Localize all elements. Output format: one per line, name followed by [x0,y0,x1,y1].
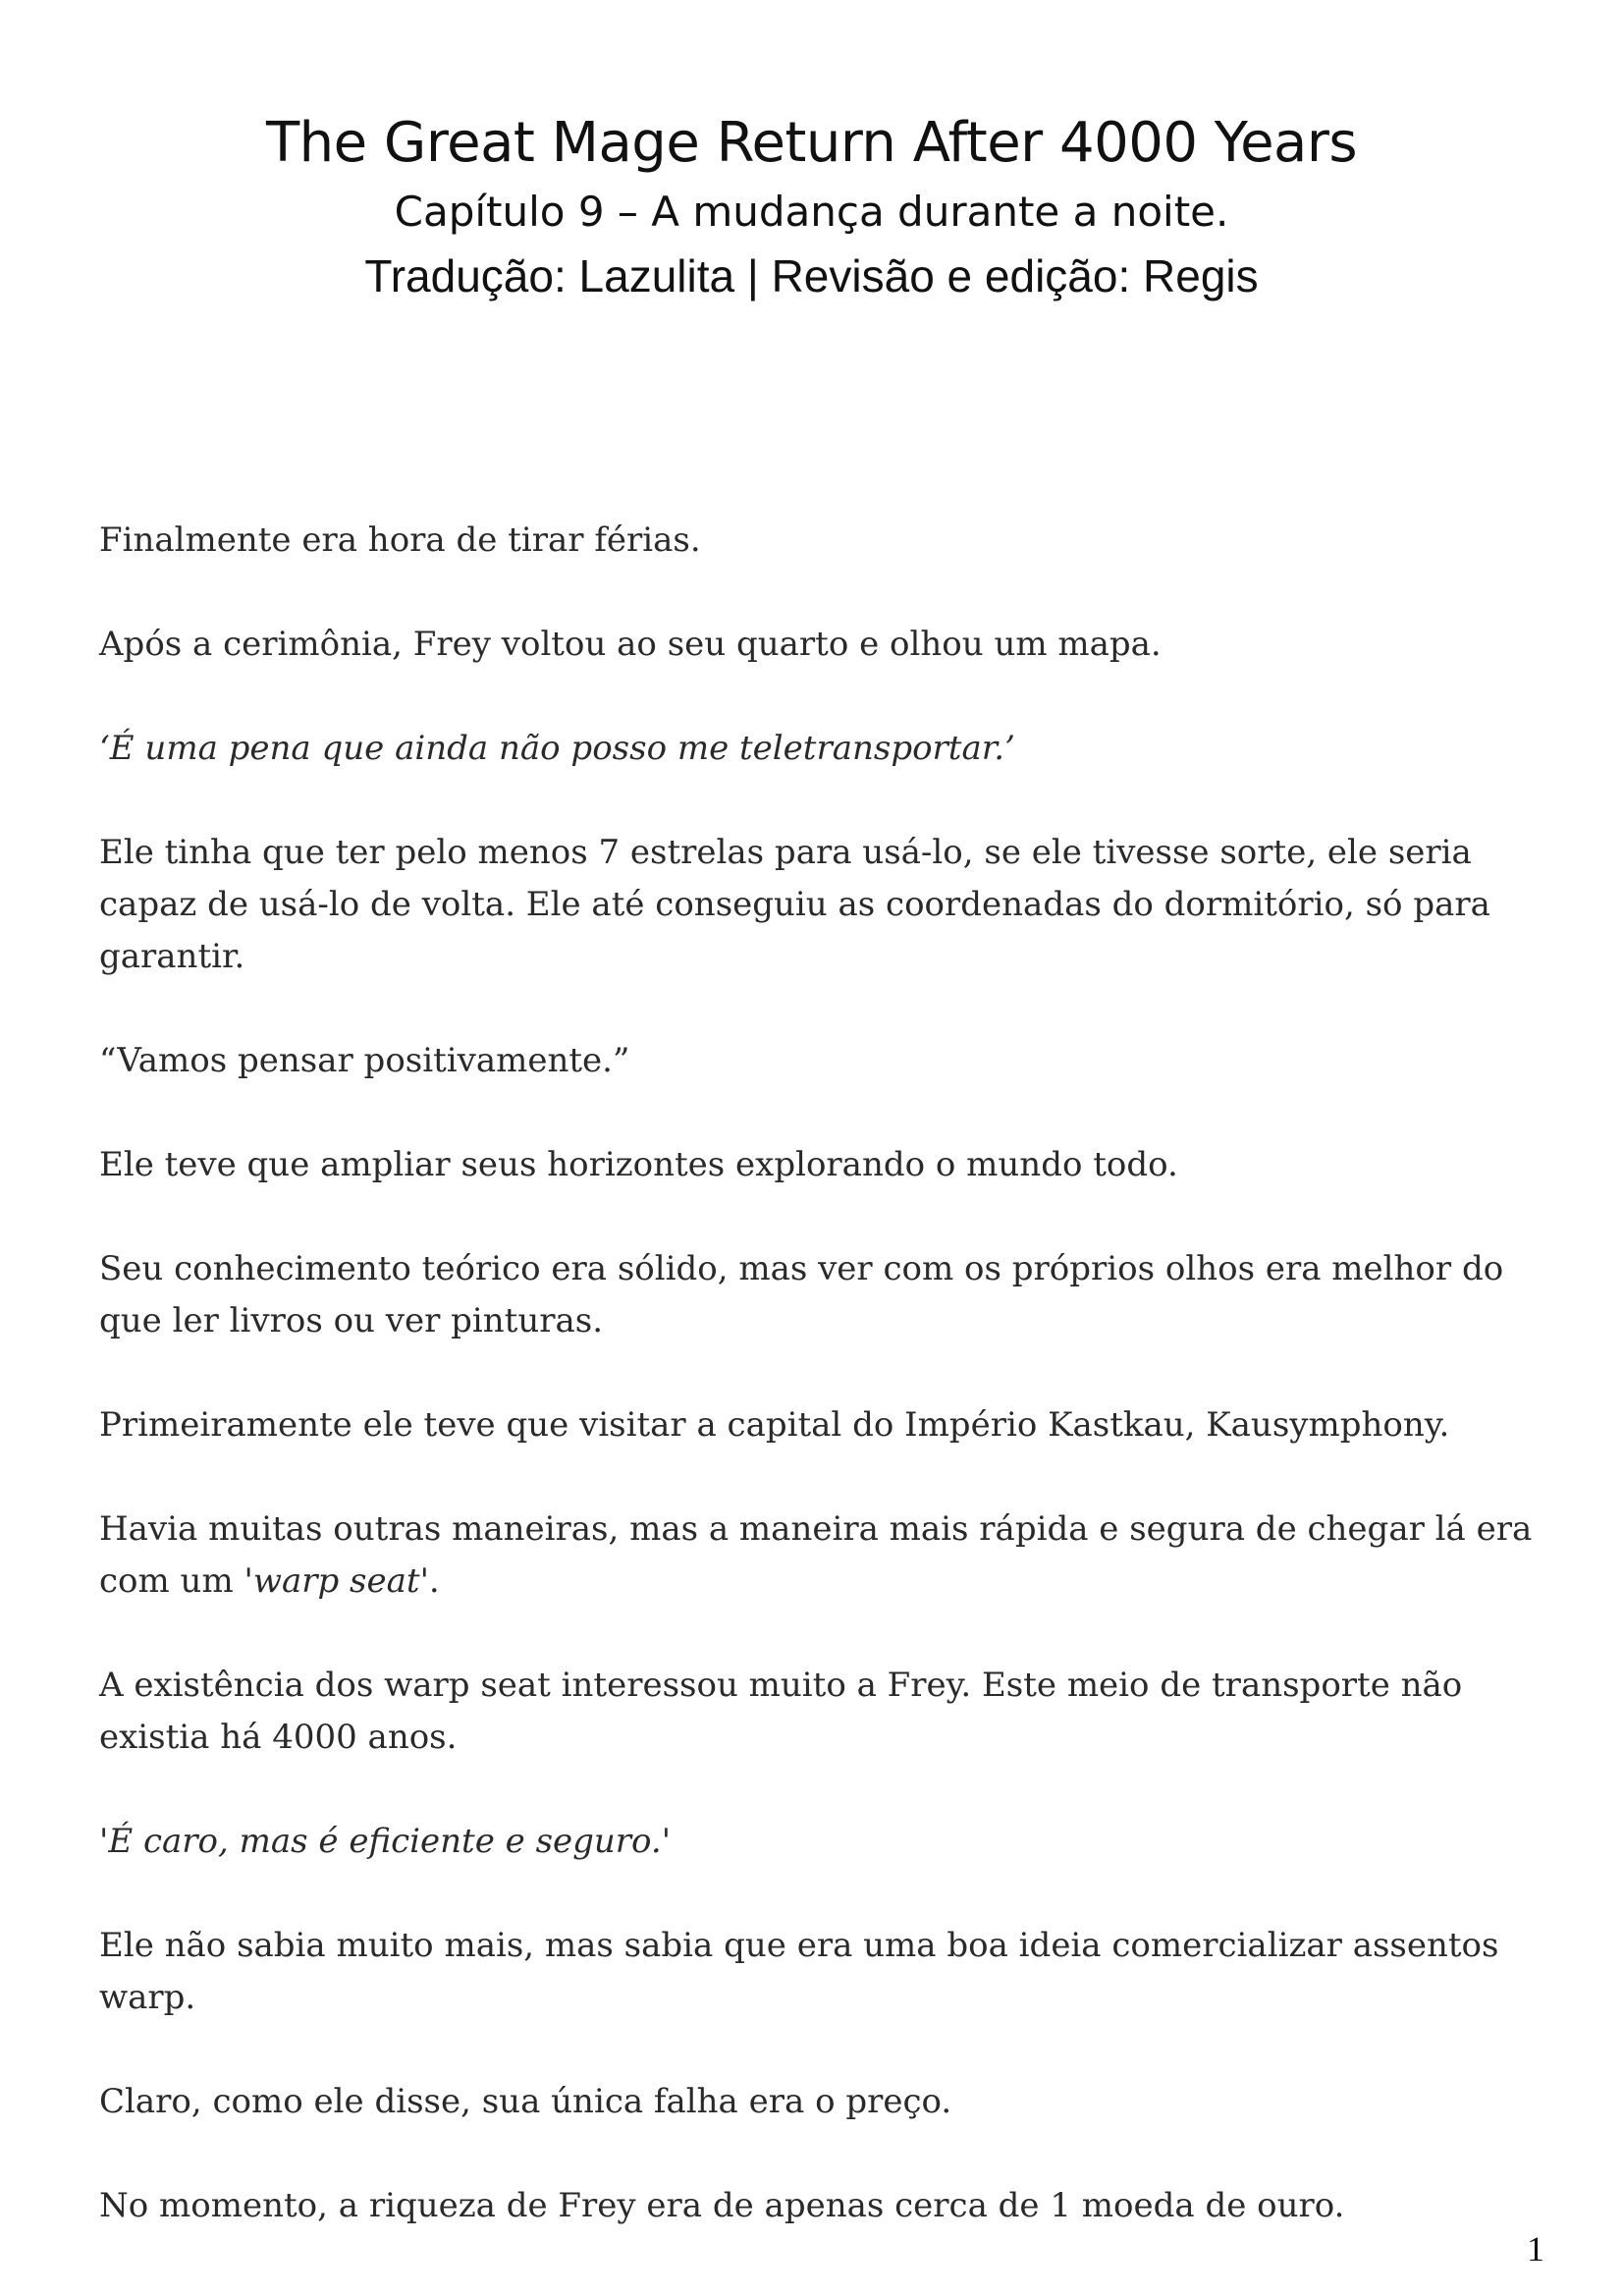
translation-credits: Tradução: Lazulita | Revisão e edição: Regis [364,250,1259,301]
paragraph: Após a cerimônia, Frey voltou ao seu quarto e olhou um mapa. [99,625,1162,664]
paragraph: Ele teve que ampliar seus horizontes explorando o mundo todo. [99,1145,1178,1184]
paragraph: Ele não sabia muito mais, mas sabia que era uma boa ideia comercializar assentos warp. [99,1926,1499,2017]
paragraph: Primeiramente ele teve que visitar a capital do Império Kastkau, Kausymphony. [99,1405,1450,1445]
dialogue-paragraph: “Vamos pensar positivamente.” [99,1041,630,1080]
paragraph: Seu conhecimento teórico era sólido, mas ver com os próprios olhos era melhor do que ler livros ou ver pinturas. [99,1249,1504,1340]
document-title: The Great Mage Return After 4000 Years [265,111,1358,175]
paragraph-text: Havia muitas outras maneiras, mas a maneira mais rápida e segura de chegar lá era com um [99,1509,1533,1601]
paragraph [99,1503,1542,1608]
paragraph: No momento, a riqueza de Frey era de apenas cerca de 1 moeda de ouro. [99,2186,1345,2225]
chapter-subtitle: Capítulo 9 – A mudança durante a noite. [394,188,1229,236]
paragraph: Ele tinha que ter pelo menos 7 estrelas para usá-lo, se ele tivesse sorte, ele seria capaz de usá-lo de volta. Ele até conseguiu as coordenadas do dormitório, só para garantir. [99,833,1490,976]
paragraph-text: . [428,1561,440,1601]
paragraph: Finalmente era hora de tirar férias. [99,520,701,560]
thought-paragraph: 'É caro, mas é eficiente e seguro.' [99,1822,672,1861]
paragraph: Claro, como ele disse, sua única falha era o preço. [99,2082,952,2121]
document-header [0,106,1623,308]
page-number: 1 [1527,2229,1544,2269]
warp-seat-term: 'warp seat' [243,1561,429,1601]
paragraph: A existência dos warp seat interessou muito a Frey. Este meio de transporte não existia há 4000 anos. [99,1666,1463,1757]
chapter-body [99,515,1542,2284]
thought-paragraph: ‘É uma pena que ainda não posso me teletransportar.’ [99,729,1015,768]
